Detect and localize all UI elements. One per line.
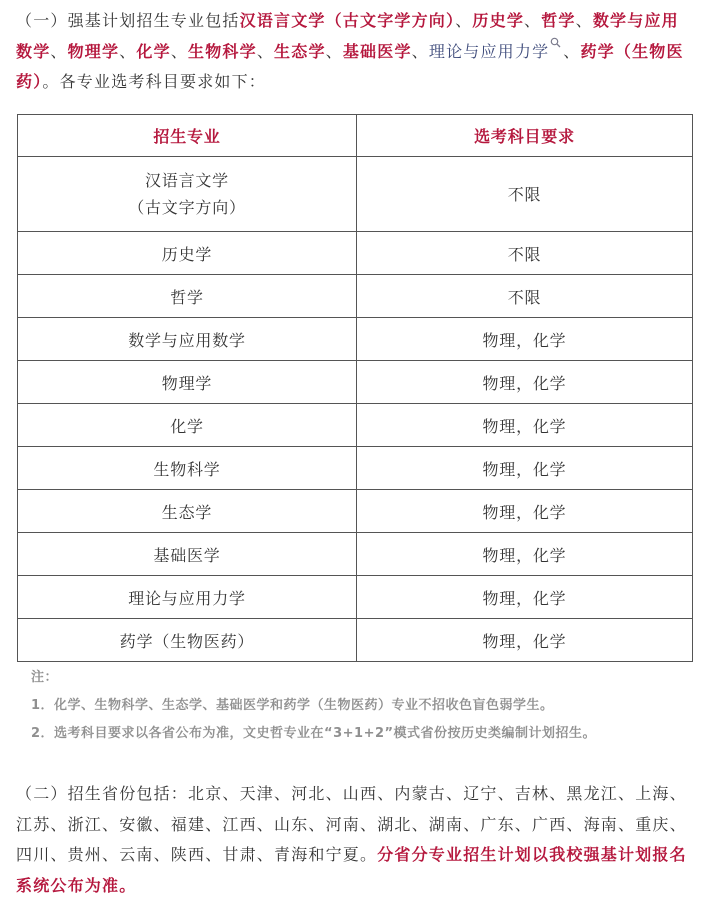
intro-suffix: 。各专业选考科目要求如下： bbox=[42, 72, 267, 91]
table-cell-requirement: 物理，化学 bbox=[357, 619, 693, 662]
separator: 、 bbox=[411, 41, 429, 61]
table-cell-major: 化学 bbox=[18, 404, 357, 447]
major-chinese-language: 汉语言文学（古文字学方向） bbox=[239, 11, 456, 30]
major-line-2: （古文字方向） bbox=[128, 198, 246, 217]
table-cell-major: 理论与应用力学 bbox=[18, 576, 357, 619]
header-requirement: 选考科目要求 bbox=[357, 115, 693, 157]
separator: 、 bbox=[455, 11, 473, 30]
table-cell-requirement: 物理，化学 bbox=[357, 404, 693, 447]
separator: 、 bbox=[170, 41, 189, 61]
table-header-row bbox=[18, 115, 693, 157]
provinces-list: （二）招生省份包括：北京、天津、河北、山西、内蒙古、辽宁、吉林、黑龙江、上海、江苏、浙江、安徽、福建、江西、山东、河南、湖北、湖南、广东、广西、海南、重庆、四川、贵州、云南、陕西、甘肃、青海和宁夏。 bbox=[16, 784, 687, 864]
separator: 、 bbox=[325, 41, 343, 61]
intro-paragraph bbox=[16, 6, 692, 98]
notes-title: 注： bbox=[31, 670, 59, 685]
table-row bbox=[18, 318, 693, 361]
major-chemistry: 化学 bbox=[136, 41, 171, 61]
table-cell-major: 药学（生物医药） bbox=[18, 619, 357, 662]
table-cell-requirement: 不限 bbox=[357, 275, 693, 318]
table-cell-requirement: 物理，化学 bbox=[357, 576, 693, 619]
major-pharmacy: 药学（生物医药） bbox=[16, 41, 684, 91]
table-cell-requirement: 不限 bbox=[357, 157, 693, 232]
provinces-paragraph bbox=[16, 779, 692, 901]
table-cell-requirement: 物理，化学 bbox=[357, 318, 693, 361]
table-row bbox=[18, 404, 693, 447]
separator: 、 bbox=[50, 41, 68, 61]
note-item-2: 2．选考科目要求以各省公布为准，文史哲专业在“3+1+2”模式省份按历史类编制计划招生。 bbox=[31, 726, 597, 741]
major-ecology: 生态学 bbox=[274, 41, 326, 61]
table-cell-major: 生物科学 bbox=[18, 447, 357, 490]
table-cell-major: 历史学 bbox=[18, 232, 357, 275]
note-item-1: 1．化学、生物科学、生态学、基础医学和药学（生物医药）专业不招收色盲色弱学生。 bbox=[31, 698, 554, 713]
table-row bbox=[18, 447, 693, 490]
separator: 、 bbox=[563, 41, 581, 61]
table-row bbox=[18, 576, 693, 619]
table-cell-major: 数学与应用数学 bbox=[18, 318, 357, 361]
table-cell-major: 基础医学 bbox=[18, 533, 357, 576]
header-major: 招生专业 bbox=[18, 115, 357, 157]
table-cell-requirement: 物理，化学 bbox=[357, 490, 693, 533]
table-cell-major: 生态学 bbox=[18, 490, 357, 533]
table-cell-requirement: 物理，化学 bbox=[357, 447, 693, 490]
table-row bbox=[18, 157, 693, 232]
table-cell-major: 哲学 bbox=[18, 275, 357, 318]
table-row bbox=[18, 533, 693, 576]
table-row bbox=[18, 361, 693, 404]
separator: 、 bbox=[119, 41, 137, 61]
table-cell-requirement: 物理，化学 bbox=[357, 361, 693, 404]
subject-requirements-table bbox=[17, 114, 693, 662]
separator: 、 bbox=[575, 11, 593, 30]
table-cell-major bbox=[18, 157, 357, 232]
major-math: 数学与应用数学 bbox=[16, 11, 679, 61]
table-row bbox=[18, 232, 693, 275]
major-philosophy: 哲学 bbox=[541, 11, 576, 30]
table-cell-requirement: 不限 bbox=[357, 232, 693, 275]
major-history: 历史学 bbox=[472, 11, 525, 30]
provinces-highlight: 分省分专业招生计划以我校强基计划报名系统公布为准。 bbox=[16, 845, 687, 895]
major-biology: 生物科学 bbox=[188, 41, 257, 61]
major-physics: 物理学 bbox=[67, 41, 120, 61]
separator: 、 bbox=[256, 41, 275, 61]
major-basic-medicine: 基础医学 bbox=[342, 41, 412, 61]
major-mechanics-link[interactable]: 理论与应用力学 bbox=[428, 41, 550, 61]
table-row bbox=[18, 619, 693, 662]
table-row bbox=[18, 275, 693, 318]
separator: 、 bbox=[524, 11, 542, 30]
table-row bbox=[18, 490, 693, 533]
major-line-1: 汉语言文学 bbox=[144, 171, 229, 190]
table-cell-major: 物理学 bbox=[18, 361, 357, 404]
intro-prefix: （一）强基计划招生专业包括 bbox=[16, 11, 240, 30]
search-icon[interactable] bbox=[550, 28, 561, 42]
table-cell-requirement: 物理，化学 bbox=[357, 533, 693, 576]
